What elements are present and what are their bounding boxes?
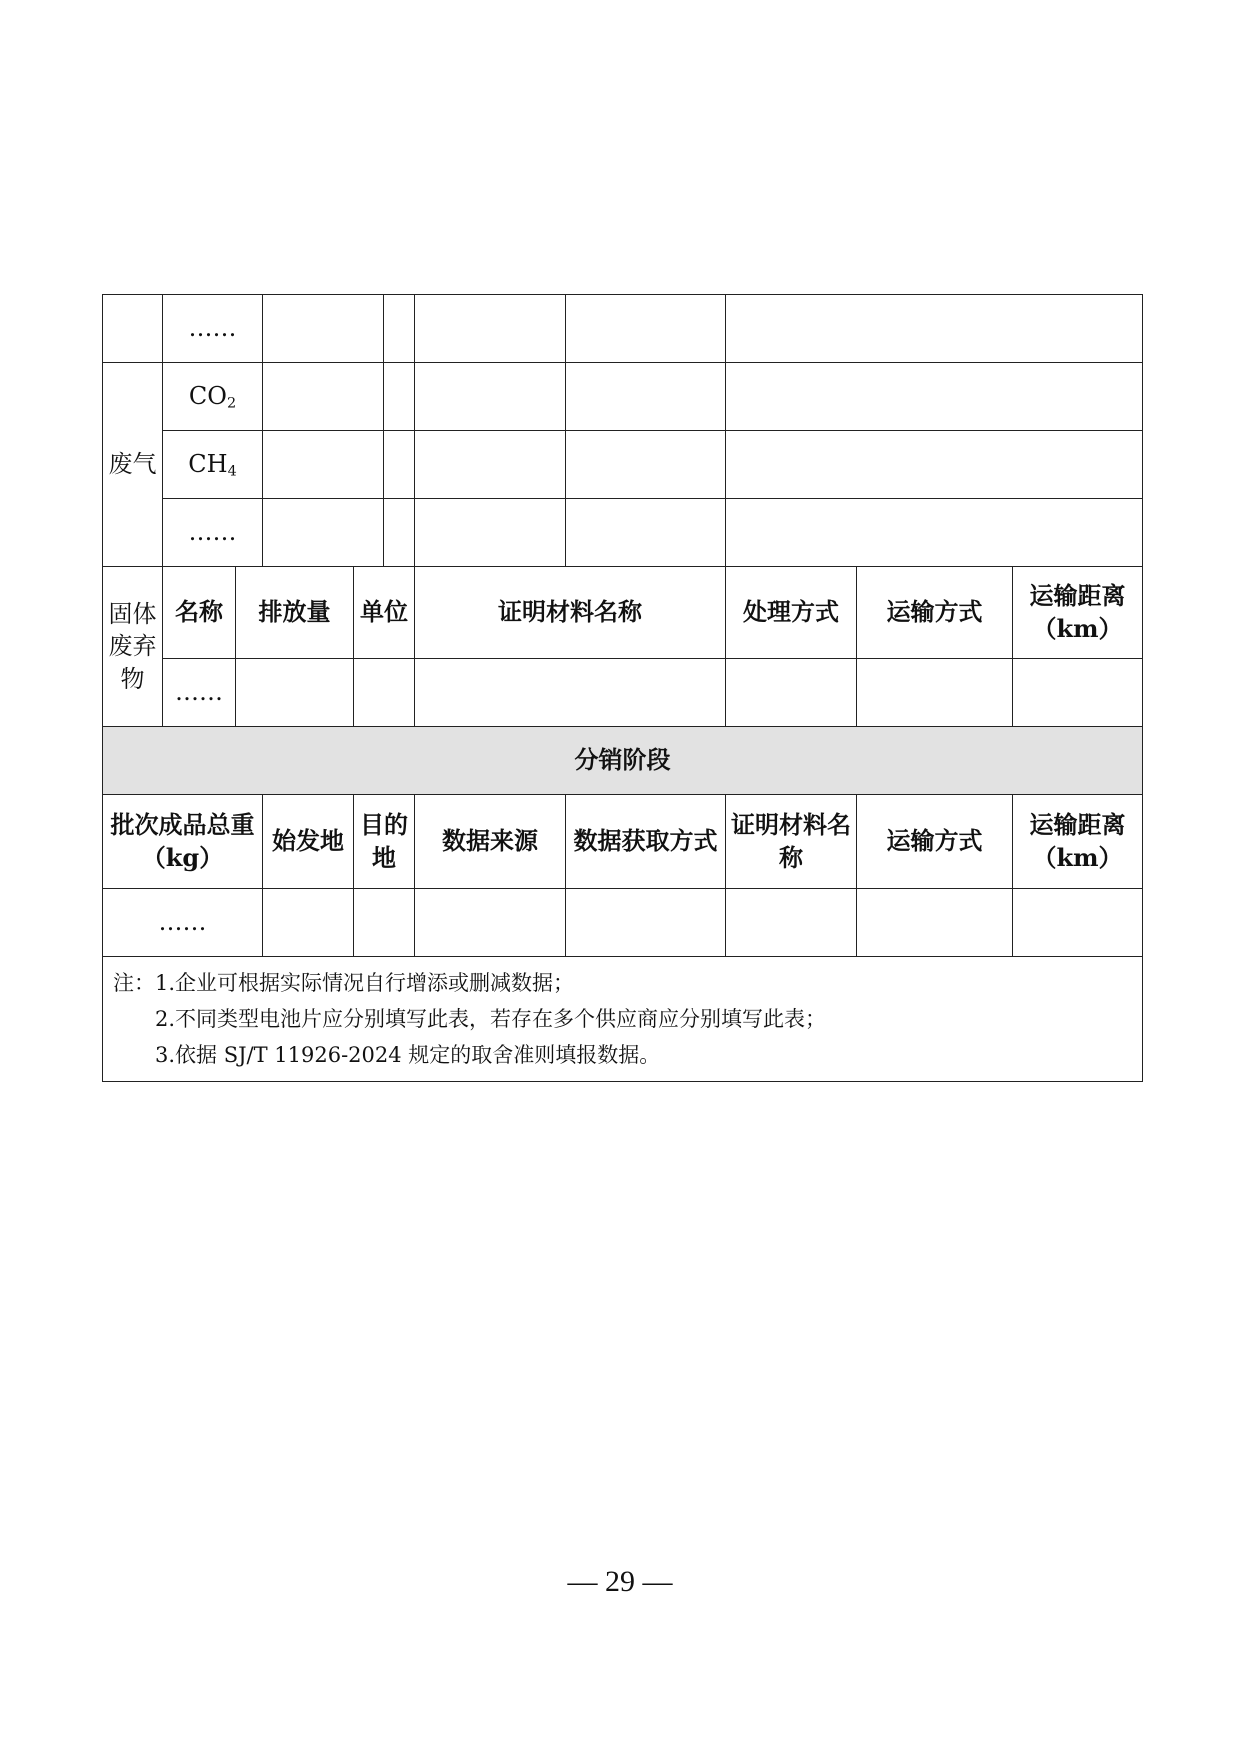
empty-cell	[857, 889, 1013, 957]
empty-cell	[566, 363, 726, 431]
solid-waste-category: 固体废弃物	[103, 567, 163, 727]
empty-cell	[263, 889, 354, 957]
empty-cell	[415, 431, 566, 499]
table-header-row	[103, 795, 1143, 889]
table-row	[103, 363, 1143, 431]
header-proof-document: 证明材料名称	[415, 567, 726, 659]
empty-cell	[726, 659, 857, 727]
exhaust-gas-category: 废气	[103, 363, 163, 567]
ellipsis-cell: ……	[103, 889, 263, 957]
section-band-row	[103, 727, 1143, 795]
header-transport-mode: 运输方式	[857, 795, 1013, 889]
co2-formula: CO	[188, 382, 227, 411]
empty-cell	[384, 295, 415, 363]
empty-cell	[384, 363, 415, 431]
empty-cell	[857, 659, 1013, 727]
empty-cell	[415, 889, 566, 957]
empty-cell	[1013, 659, 1143, 727]
co2-subscript: 2	[226, 395, 237, 412]
table-row	[103, 659, 1143, 727]
ellipsis-cell: ……	[163, 295, 263, 363]
header-data-acquisition-method: 数据获取方式	[566, 795, 726, 889]
data-collection-table	[102, 294, 1143, 1082]
empty-cell	[354, 659, 415, 727]
empty-cell	[263, 499, 384, 567]
empty-cell	[566, 431, 726, 499]
empty-cell	[354, 889, 415, 957]
note-item-2: 2.不同类型电池片应分别填写此表，若存在多个供应商应分别填写此表；	[155, 1007, 827, 1031]
header-name: 名称	[163, 567, 236, 659]
table-row	[103, 431, 1143, 499]
ch4-subscript: 4	[227, 463, 237, 480]
header-unit: 单位	[354, 567, 415, 659]
ch4-formula: CH	[188, 450, 228, 479]
empty-cell	[726, 295, 1143, 363]
notes-row	[103, 957, 1143, 1082]
empty-cell	[566, 295, 726, 363]
empty-cell	[103, 295, 163, 363]
header-emission-amount: 排放量	[236, 567, 354, 659]
co2-cell	[163, 363, 263, 431]
header-transport-distance: 运输距离（km）	[1013, 567, 1143, 659]
empty-cell	[726, 431, 1143, 499]
table-header-row	[103, 567, 1143, 659]
header-transport-mode: 运输方式	[857, 567, 1013, 659]
ch4-cell	[163, 431, 263, 499]
table-row	[103, 889, 1143, 957]
empty-cell	[415, 295, 566, 363]
note-item-3: 3.依据 SJ/T 11926-2024 规定的取舍准则填报数据。	[155, 1043, 661, 1067]
header-treatment-method: 处理方式	[726, 567, 857, 659]
header-origin: 始发地	[263, 795, 354, 889]
header-destination: 目的地	[354, 795, 415, 889]
empty-cell	[384, 499, 415, 567]
empty-cell	[566, 499, 726, 567]
empty-cell	[566, 889, 726, 957]
note-prefix: 注：	[113, 971, 155, 995]
empty-cell	[726, 889, 857, 957]
empty-cell	[415, 363, 566, 431]
empty-cell	[415, 499, 566, 567]
empty-cell	[415, 659, 726, 727]
notes-cell	[103, 957, 1143, 1082]
distribution-stage-title: 分销阶段	[103, 727, 1143, 795]
empty-cell	[263, 363, 384, 431]
empty-cell	[263, 295, 384, 363]
empty-cell	[1013, 889, 1143, 957]
empty-cell	[726, 363, 1143, 431]
empty-cell	[236, 659, 354, 727]
empty-cell	[726, 499, 1143, 567]
header-transport-distance: 运输距离（km）	[1013, 795, 1143, 889]
header-proof-document: 证明材料名称	[726, 795, 857, 889]
header-data-source: 数据来源	[415, 795, 566, 889]
header-batch-weight: 批次成品总重（kg）	[103, 795, 263, 889]
note-item-1: 注：1.企业可根据实际情况自行增添或删减数据；	[113, 971, 575, 995]
ellipsis-cell: ……	[163, 499, 263, 567]
table-row	[103, 499, 1143, 567]
ellipsis-cell: ……	[163, 659, 236, 727]
empty-cell	[263, 431, 384, 499]
empty-cell	[384, 431, 415, 499]
table-row	[103, 295, 1143, 363]
page-number: — 29 —	[567, 1565, 673, 1598]
